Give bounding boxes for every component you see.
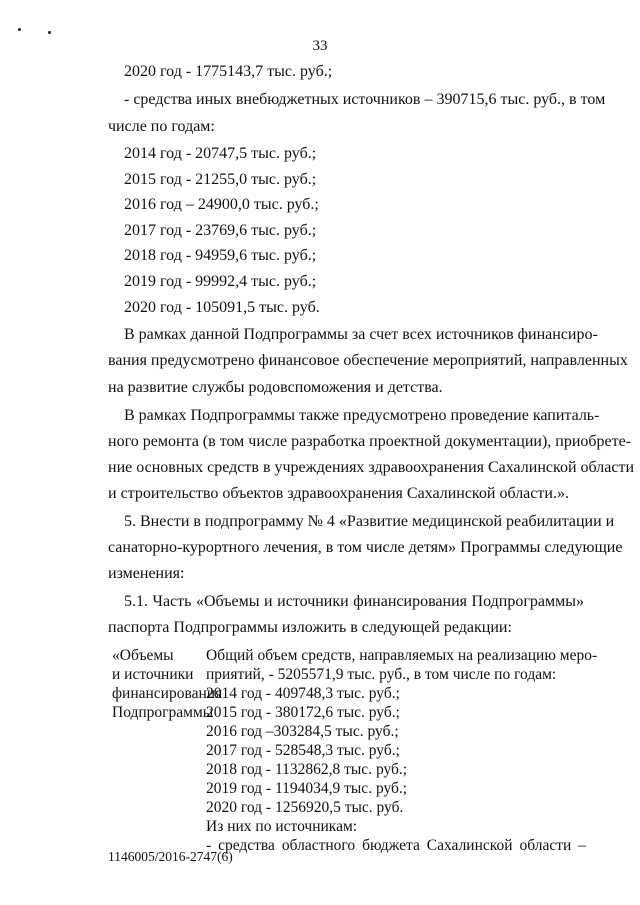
text-line: числе по годам: xyxy=(108,118,215,135)
text-line: 2020 год - 1775143,7 тыс. руб.; xyxy=(124,63,333,80)
table-left-label: «Объемы xyxy=(112,647,174,664)
table-right-line: Общий объем средств, направляемых на реализацию меро- xyxy=(206,647,598,664)
text-line: 2018 год - 94959,6 тыс. руб.; xyxy=(124,247,317,264)
text-line: 2014 год - 20747,5 тыс. руб.; xyxy=(124,145,317,162)
text-line: - средства иных внебюджетных источников – 390715,6 тыс. руб., в том xyxy=(124,91,606,108)
table-right-line: 2016 год –303284,5 тыс. руб.; xyxy=(206,723,399,740)
scan-speck xyxy=(18,28,21,31)
footer-doc-code: 1146005/2016-2747(6) xyxy=(108,849,233,864)
paragraph-line: В рамках Подпрограммы также предусмотрено проведение капиталь- xyxy=(124,407,600,424)
paragraph-line: на развитие службы родовспоможения и детства. xyxy=(108,379,443,396)
table-right-line: 2014 год - 409748,3 тыс. руб.; xyxy=(206,685,400,702)
text-line: 2015 год - 21255,0 тыс. руб.; xyxy=(124,171,317,188)
text-line: 2020 год - 105091,5 тыс. руб. xyxy=(124,299,320,316)
paragraph-line: 5.1. Часть «Объемы и источники финансирования Подпрограммы» xyxy=(124,593,584,610)
paragraph-line: ние основных средств в учреждениях здравоохранения Сахалинской области xyxy=(108,459,635,476)
text-line: 2019 год - 99992,4 тыс. руб.; xyxy=(124,273,317,290)
table-right-line: 2015 год - 380172,6 тыс. руб.; xyxy=(206,704,400,721)
table-right-line: 2020 год - 1256920,5 тыс. руб. xyxy=(206,799,404,816)
paragraph-line: изменения: xyxy=(108,565,185,582)
paragraph-line: санаторно-курортного лечения, в том числе детям» Программы следующие xyxy=(108,539,623,556)
table-right-line: - средства областного бюджета Сахалинской области – xyxy=(206,837,586,854)
paragraph-line: В рамках данной Подпрограммы за счет всех источников финансиро- xyxy=(124,326,598,343)
table-right-line: 2018 год - 1132862,8 тыс. руб.; xyxy=(206,761,408,778)
table-left-label: и источники xyxy=(112,666,194,683)
text-line: 2017 год - 23769,6 тыс. руб.; xyxy=(124,222,317,239)
paragraph-line: ного ремонта (в том числе разработка проектной документации), приобрете- xyxy=(108,433,632,450)
page-number: 33 xyxy=(312,38,328,54)
paragraph-line: 5. Внести в подпрограмму № 4 «Развитие медицинской реабилитации и xyxy=(124,513,615,530)
paragraph-line: паспорта Подпрограммы изложить в следующей редакции: xyxy=(108,619,512,636)
table-right-line: 2017 год - 528548,3 тыс. руб.; xyxy=(206,742,400,759)
scan-speck xyxy=(48,31,51,34)
table-right-line: приятий, - 5205571,9 тыс. руб., в том числе по годам: xyxy=(206,666,557,683)
paragraph-line: и строительство объектов здравоохранения Сахалинской области.». xyxy=(108,485,569,502)
paragraph-line: вания предусмотрено финансовое обеспечение мероприятий, направленных xyxy=(108,352,628,369)
table-left-label: финансирования xyxy=(112,685,223,702)
table-left-label: Подпрограммы xyxy=(112,704,214,721)
text-line: 2016 год – 24900,0 тыс. руб.; xyxy=(124,196,319,213)
table-right-line: 2019 год - 1194034,9 тыс. руб.; xyxy=(206,780,408,797)
table-right-line: Из них по источникам: xyxy=(206,818,358,835)
